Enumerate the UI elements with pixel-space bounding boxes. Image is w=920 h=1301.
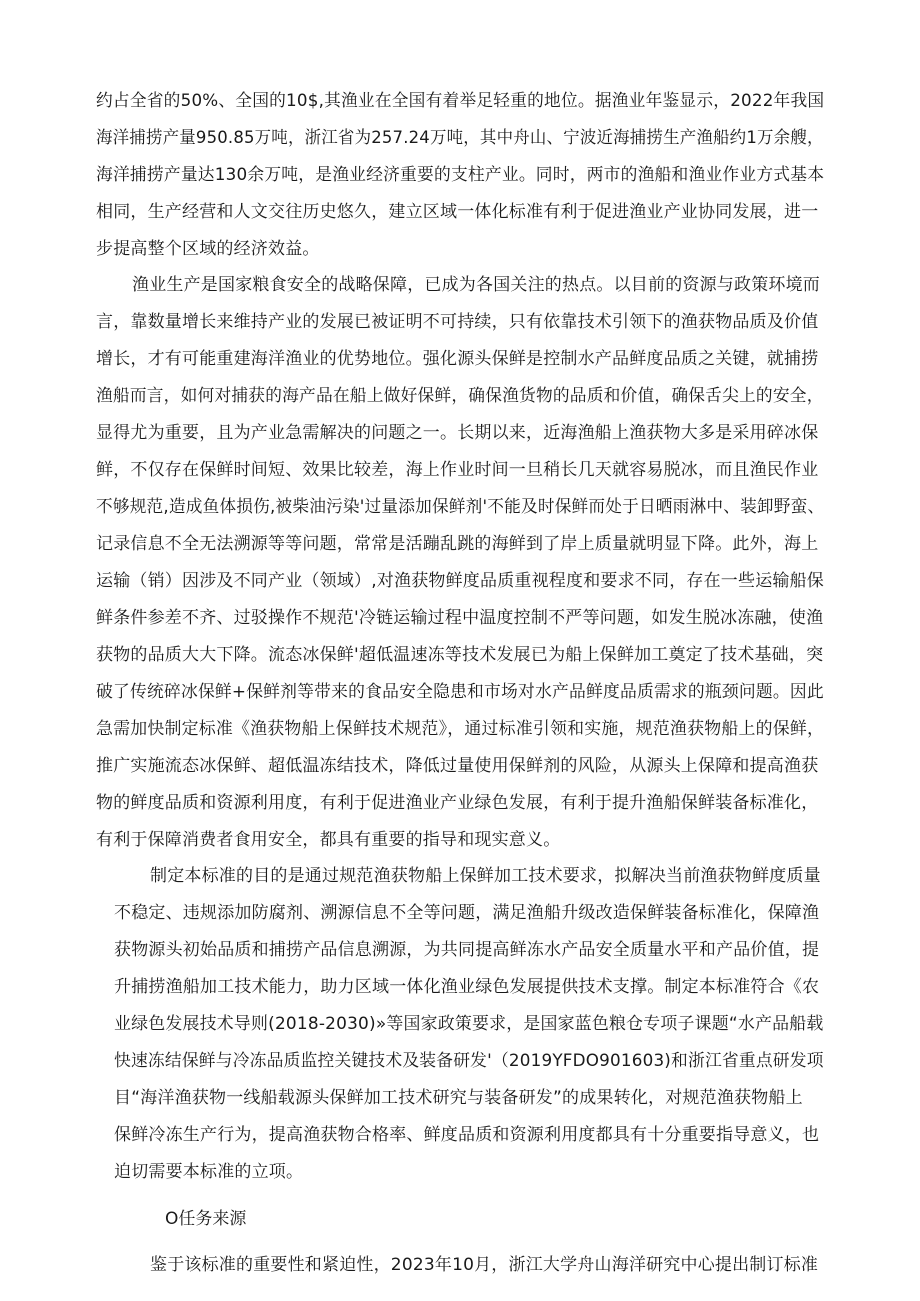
paragraph-2-line: 运输（销）因涉及不同产业（领域）,对渔获物鲜度品质重视程度和要求不同，存在一些运输船保	[96, 571, 825, 591]
paragraph-2-line: 物的鲜度品质和资源利用度，有利于促进渔业产业绿色发展，有利于提升渔船保鲜装备标准化，	[96, 793, 819, 813]
paragraph-3-line: 目“海洋渔获物一线船载源头保鲜加工技术研究与装备研发”的成果转化，对规范渔获物船上	[114, 1088, 803, 1108]
paragraph-2-line: 显得尤为重要，且为产业急需解决的问题之一。长期以来，近海渔船上渔获物大多是采用碎冰保	[96, 423, 819, 443]
paragraph-3-line: 获物源头初始品质和捕捞产品信息溯源，为共同提高鲜冻水产品安全质量水平和产品价值，提	[114, 940, 820, 960]
paragraph-3-line: 保鲜冷冻生产行为，提高渔获物合格率、鲜度品质和资源利用度都具有十分重要指导意义，也	[114, 1125, 820, 1145]
paragraph-2-line: 鲜条件参差不齐、过驳操作不规范'冷链运输过程中温度控制不严等问题，如发生脱冰冻融，使渔	[96, 608, 824, 628]
paragraph-3-line: 快速冻结保鲜与冷冻品质监控关键技术及装备研发'（2019YFDO901603)和浙江省重点研发项	[114, 1051, 824, 1071]
paragraph-1-line: 约占全省的50%、全国的10$,其渔业在全国有着举足轻重的地位。据渔业年鉴显示，2022年我国	[96, 91, 825, 111]
paragraph-2-line: 急需加快制定标准《渔获物船上保鲜技术规范》，通过标准引领和实施，规范渔获物船上的保鲜，	[96, 719, 825, 739]
paragraph-3-line: 业绿色发展技术导则(2018-2030)»等国家政策要求，是国家蓝色粮仓专项子课题“水产品船载	[114, 1014, 824, 1034]
section-heading: O任务来源	[165, 1209, 247, 1229]
paragraph-3-line: 不稳定、违规添加防腐剂、溯源信息不全等问题，满足渔船升级改造保鲜装备标准化，保障渔	[114, 903, 820, 923]
paragraph-1-line: 相同，生产经营和人文交往历史悠久，建立区域一体化标准有利于促进渔业产业协同发展，进一	[96, 202, 819, 222]
paragraph-2-line: 获物的品质大大下降。流态冰保鲜'超低温速冻等技术发展已为船上保鲜加工奠定了技术基础，突	[96, 645, 824, 665]
paragraph-2-line: 渔业生产是国家粮食安全的战略保障，已成为各国关注的热点。以目前的资源与政策环境而	[132, 275, 820, 295]
paragraph-3-line: 升捕捞渔船加工技术能力，助力区域一体化渔业绿色发展提供技术支撑。制定本标准符合《农	[114, 977, 820, 997]
paragraph-2-line: 破了传统碎冰保鲜+保鲜剂等带来的食品安全隐患和市场对水产品鲜度品质需求的瓶颈问题。因此	[96, 682, 824, 702]
paragraph-2-line: 增长，才有可能重建海洋渔业的优势地位。强化源头保鲜是控制水产品鲜度品质之关键，就捕捞	[96, 349, 819, 369]
paragraph-3-line: 迫切需要本标准的立项。	[114, 1162, 304, 1182]
paragraph-1-line: 海洋捕捞产量950.85万吨，浙江省为257.24万吨，其中舟山、宁波近海捕捞生产渔船约1万余艘，	[96, 128, 824, 148]
paragraph-2-line: 言，靠数量增长来维持产业的发展已被证明不可持续，只有依靠技术引领下的渔获物品质及价值	[96, 312, 819, 332]
paragraph-2-line: 推广实施流态冰保鲜、超低温冻结技术，降低过量使用保鲜剂的风险，从源头上保障和提高渔获	[96, 756, 819, 776]
paragraph-4-line: 鉴于该标准的重要性和紧迫性，2023年10月，浙江大学舟山海洋研究中心提出制订标准	[150, 1255, 819, 1275]
paragraph-2-line: 鲜，不仅存在保鲜时间短、效果比较差，海上作业时间一旦稍长几天就容易脱冰，而且渔民作业	[96, 460, 819, 480]
paragraph-2-line: 有利于保障消费者食用安全，都具有重要的指导和现实意义。	[96, 830, 561, 850]
paragraph-1-line: 步提高整个区域的经济效益。	[96, 239, 320, 259]
paragraph-2-line: 渔船而言，如何对捕获的海产品在船上做好保鲜，确保渔货物的品质和价值，确保舌尖上的安全，	[96, 386, 824, 406]
paragraph-3-line: 制定本标准的目的是通过规范渔获物船上保鲜加工技术要求，拟解决当前渔获物鲜度质量	[150, 866, 821, 886]
paragraph-2-line: 不够规范,造成鱼体损伤,被柴油污染'过量添加保鲜剂'不能及时保鲜而处于日晒雨淋中、装卸野蛮、	[96, 497, 825, 517]
paragraph-2-line: 记录信息不全无法溯源等等问题，常常是活蹦乱跳的海鲜到了岸上质量就明显下降。此外，海上	[96, 534, 819, 554]
paragraph-1-line: 海洋捕捞产量达130余万吨，是渔业经济重要的支柱产业。同时，两市的渔船和渔业作业方式基本	[96, 165, 825, 185]
